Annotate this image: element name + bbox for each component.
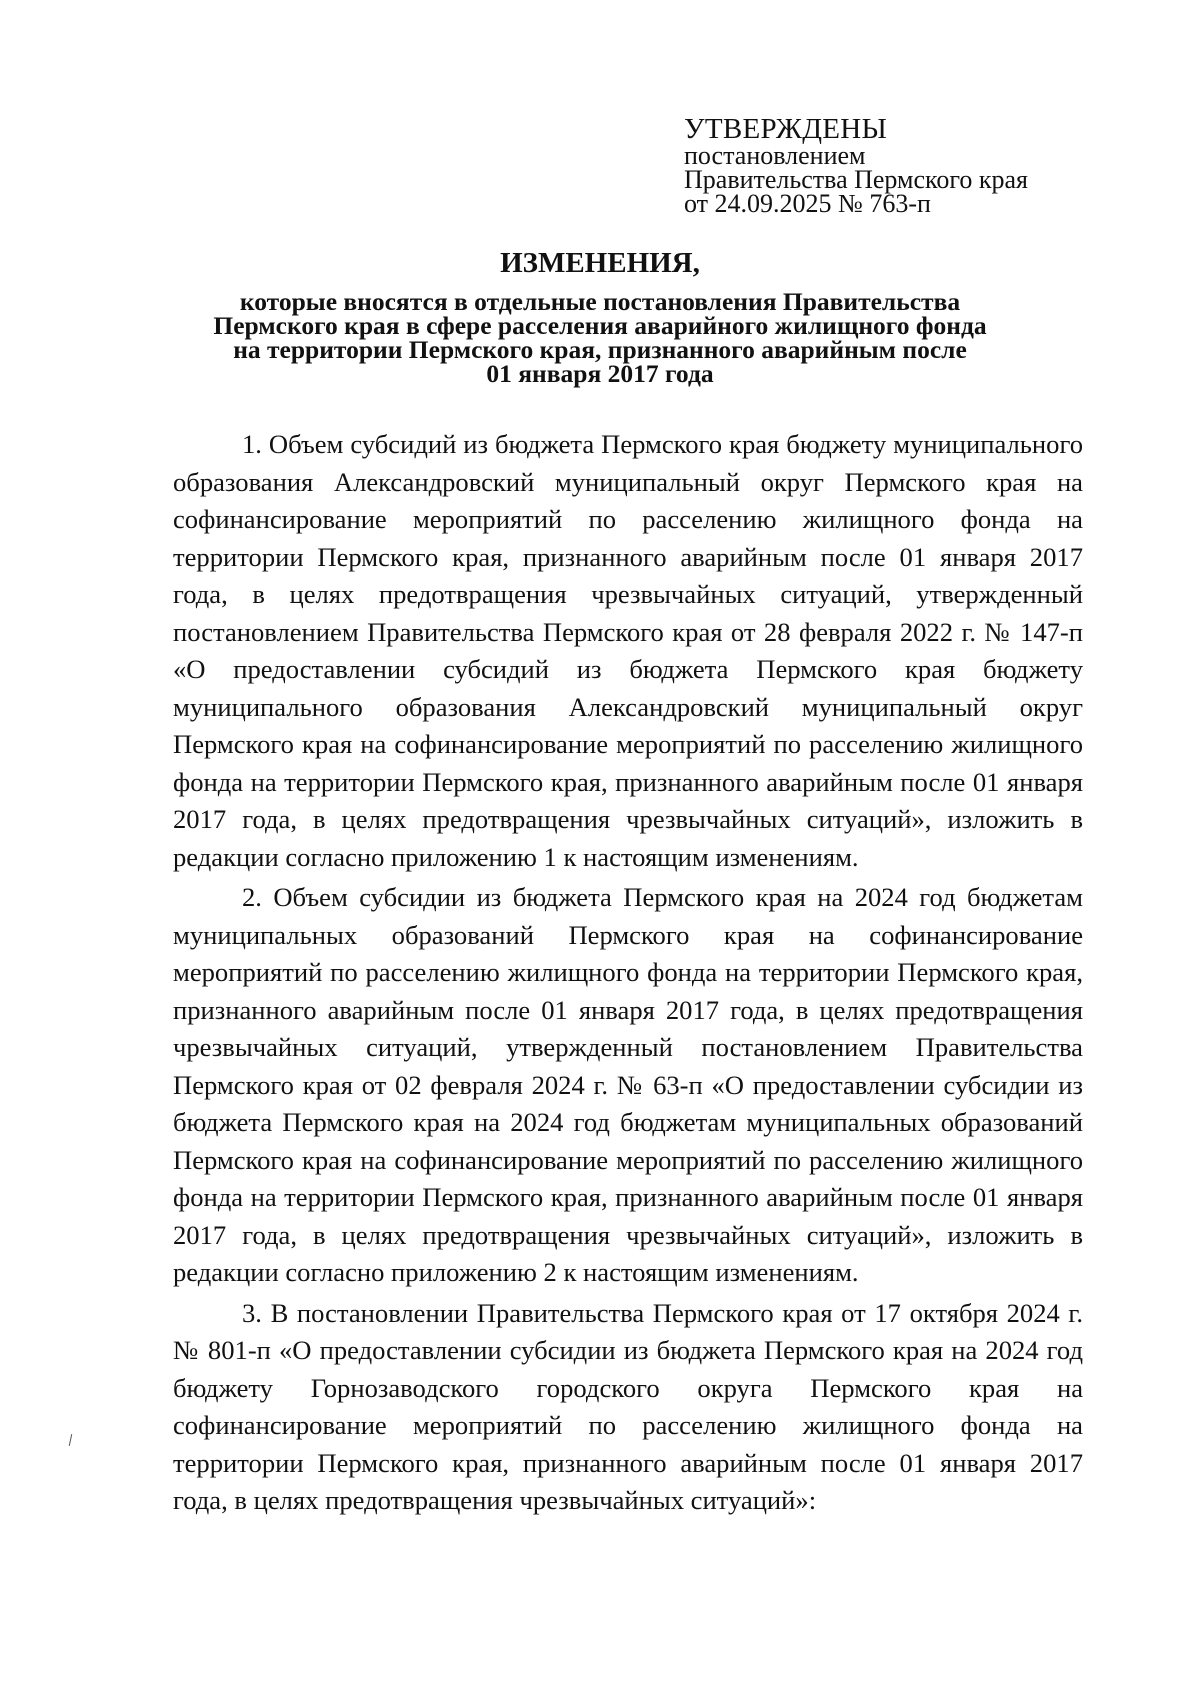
document-subtitle-line-4: 01 января 2017 года (486, 359, 714, 388)
approval-title: УТВЕРЖДЕНЫ (684, 113, 888, 145)
approval-line-3: от 24.09.2025 № 763-п (684, 189, 931, 218)
scan-artifact-mark (69, 1434, 72, 1446)
document-body (173, 426, 1083, 1520)
approval-line-1: постановлением (684, 141, 866, 170)
approval-stamp (684, 114, 1104, 216)
document-subtitle-line-2: Пермского края в сфере расселения аварийного жилищного фонда (213, 311, 987, 340)
paragraph-3: 3. В постановлении Правительства Пермского края от 17 октября 2024 г. № 801-п «О предоставлении субсидии из бюджета Пермского края на 2024 год бюджету Горнозаводского городского округа Пермского края на софинансирование мероприятий по расселению жилищного фонда на территории Пермского края, признанного аварийным после 01 января 2017 года, в целях предотвращения чрезвычайных ситуаций»: (173, 1297, 1083, 1515)
document-heading (150, 246, 1050, 386)
paragraph-1: 1. Объем субсидий из бюджета Пермского края бюджету муниципального образования Александровский муниципальный округ Пермского края на софинансирование мероприятий по расселению жилищного фонда на территории Пермского края, признанного аварийным после 01 января 2017 года, в целях предотвращения чрезвычайных ситуаций, утвержденный постановлением Правительства Пермского края от 28 февраля 2022 г. № 147-п «О предоставлении субсидий из бюджета Пермского края бюджету муниципального образования Александровский муниципальный округ Пермского края на софинансирование мероприятий по расселению жилищного фонда на территории Пермского края, признанного аварийным после 01 января 2017 года, в целях предотвращения чрезвычайных ситуаций», изложить в редакции согласно приложению 1 к настоящим изменениям. (173, 429, 1083, 872)
document-subtitle-line-1: которые вносятся в отдельные постановления Правительства (239, 287, 961, 316)
document-subtitle-line-3: на территории Пермского края, признанного аварийным после (233, 335, 967, 364)
document-title: ИЗМЕНЕНИЯ, (500, 247, 700, 279)
approval-line-2: Правительства Пермского края (684, 165, 1028, 194)
paragraph-2: 2. Объем субсидии из бюджета Пермского края на 2024 год бюджетам муниципальных образований Пермского края на софинансирование мероприятий по расселению жилищного фонда на территории Пермского края, признанного аварийным после 01 января 2017 года, в целях предотвращения чрезвычайных ситуаций, утвержденный постановлением Правительства Пермского края от 02 февраля 2024 г. № 63-п «О предоставлении субсидии из бюджета Пермского края на 2024 год бюджетам муниципальных образований Пермского края на софинансирование мероприятий по расселению жилищного фонда на территории Пермского края, признанного аварийным после 01 января 2017 года, в целях предотвращения чрезвычайных ситуаций», изложить в редакции согласно приложению 2 к настоящим изменениям. (173, 882, 1083, 1287)
